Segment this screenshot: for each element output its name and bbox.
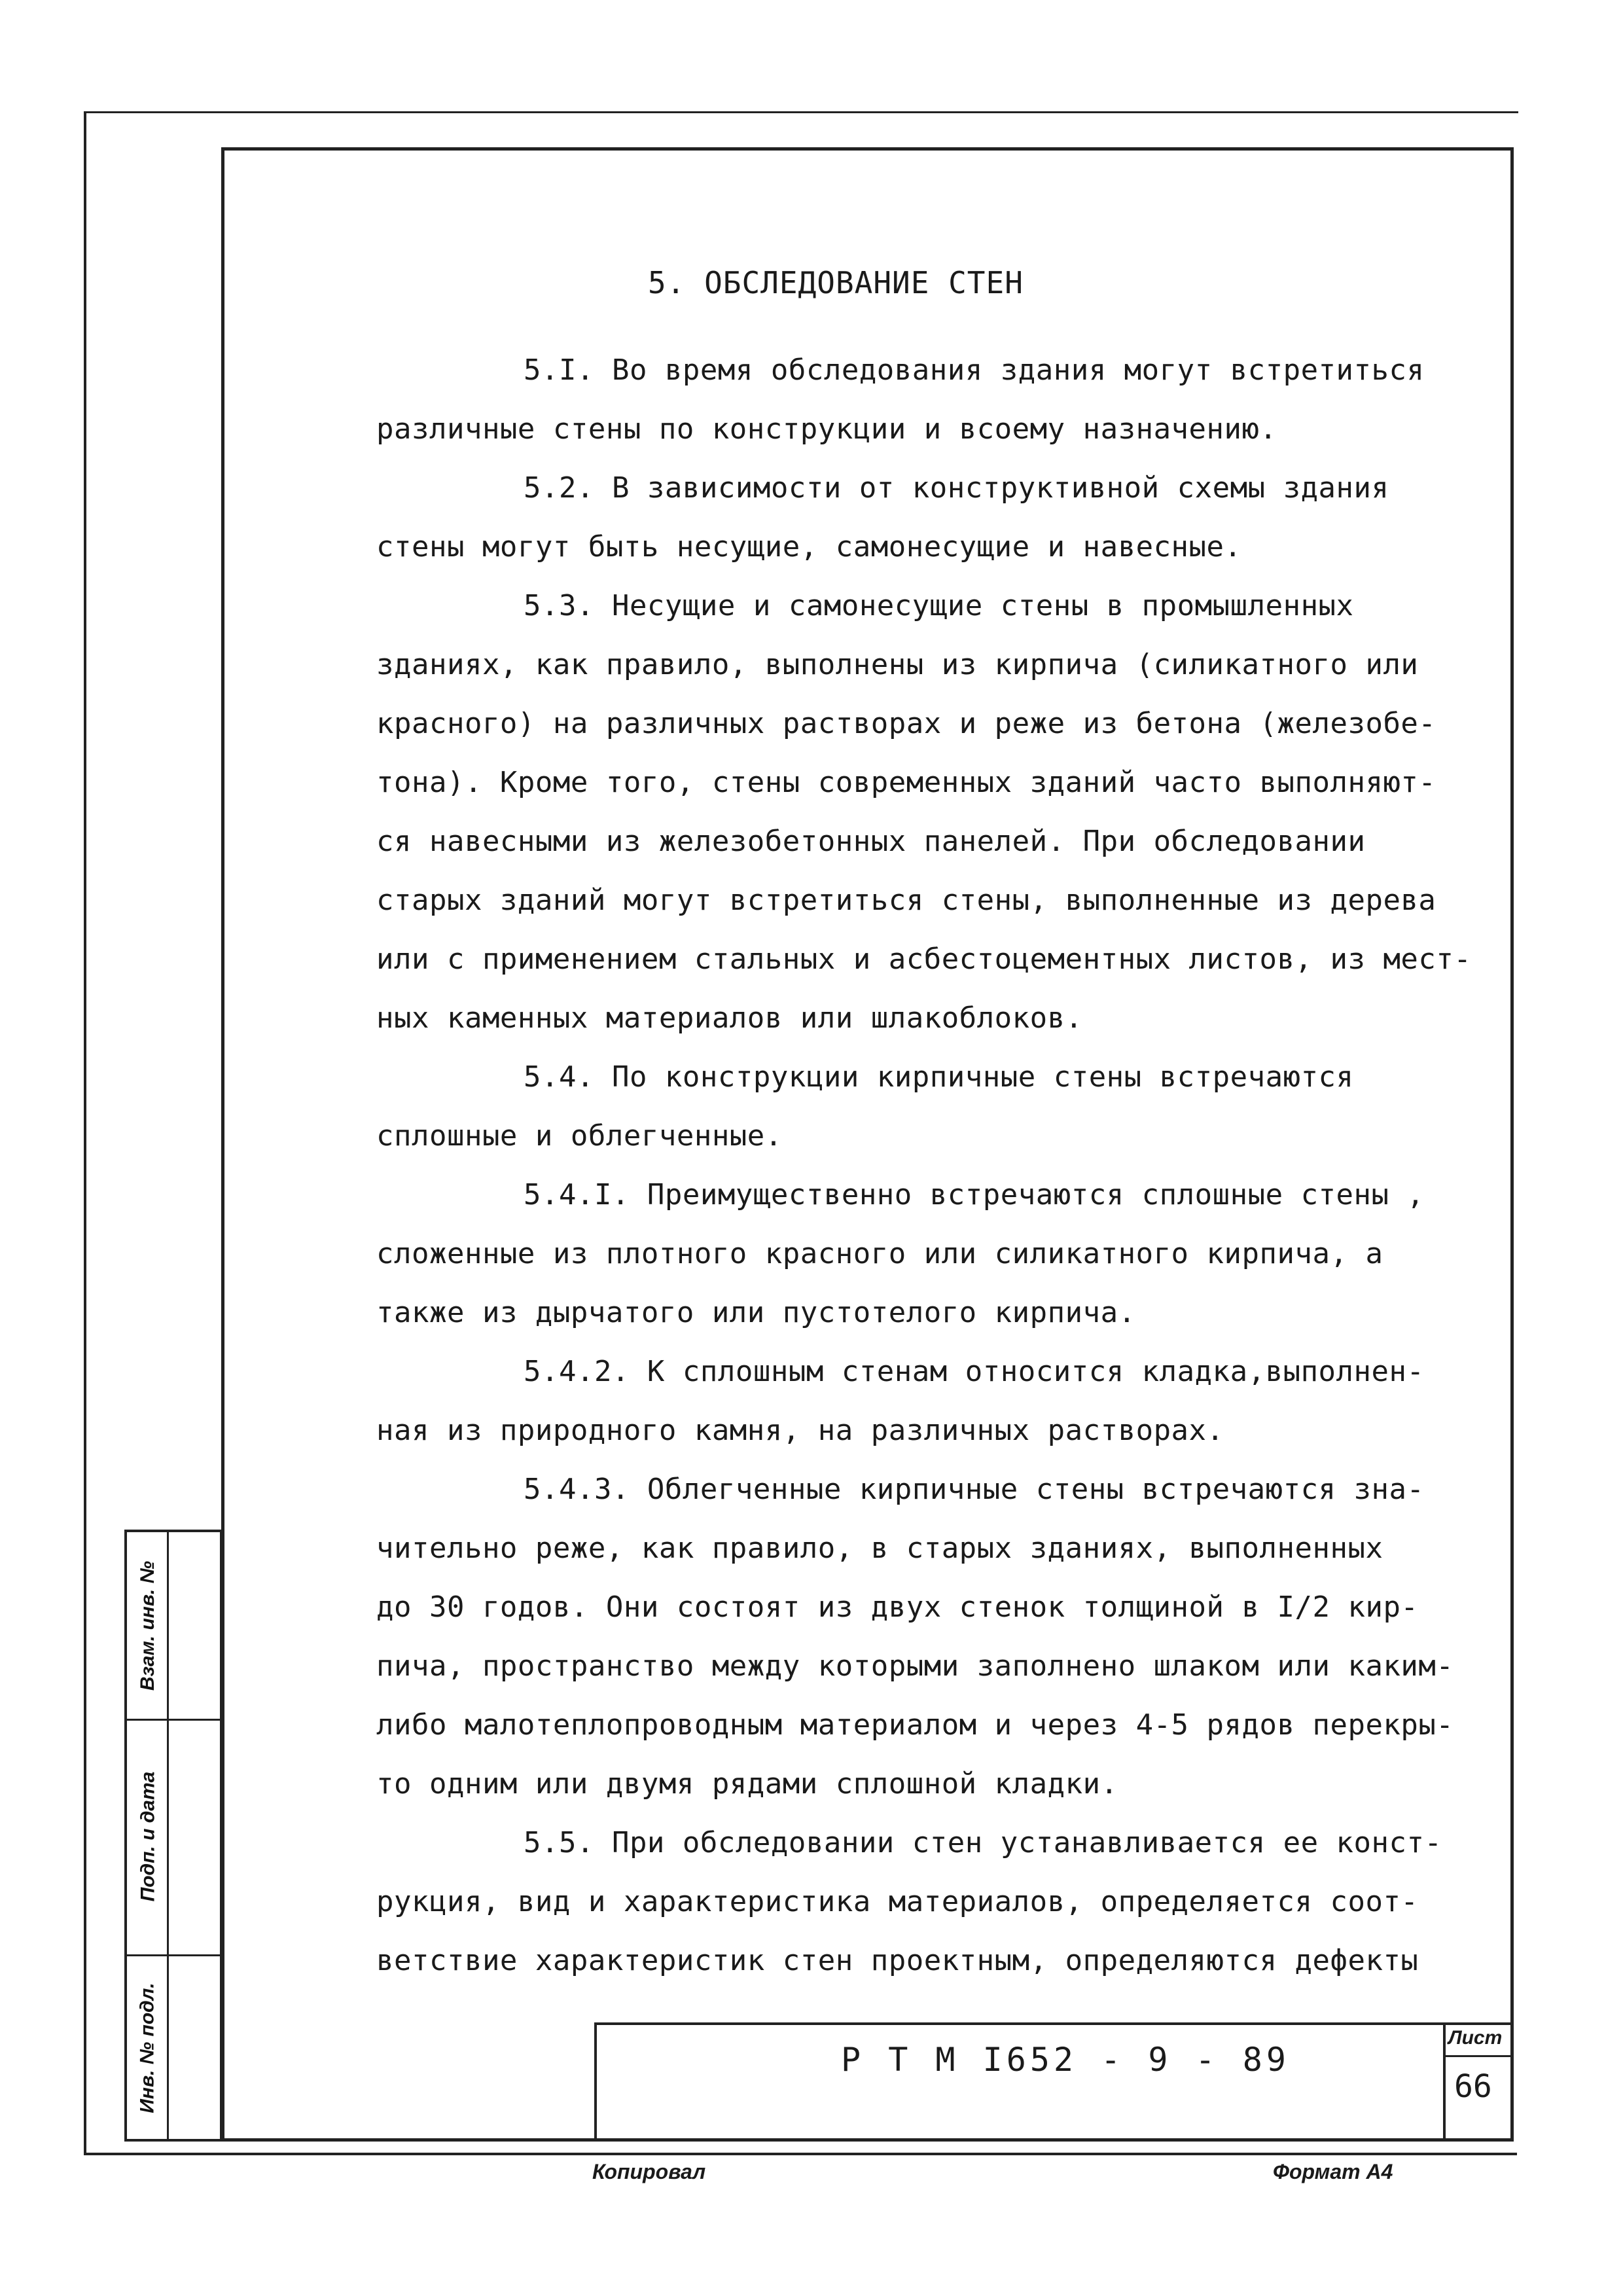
section-heading: 5. ОБСЛЕДОВАНИЕ СТЕН [648, 265, 1024, 300]
text-line: либо малотеплопроводным материалом и через 4-5 рядов перекры- [376, 1708, 1454, 1742]
document-code: Р Т М I652 - 9 - 89 [841, 2041, 1290, 2079]
text-line: стены могут быть несущие, самонесущие и навесные. [376, 530, 1242, 564]
text-line: сплошные и облегченные. [376, 1119, 783, 1153]
text-line: или с применением стальных и асбестоцементных листов, из мест- [376, 942, 1472, 976]
text-line: то одним или двумя рядами сплошной кладки. [376, 1767, 1118, 1801]
text-line: различные стены по конструкции и всоему назначению. [376, 412, 1277, 446]
text-line: ся навесными из железобетонных панелей. При обследовании [376, 825, 1366, 858]
text-line: красного) на различных растворах и реже из бетона (железобе- [376, 707, 1436, 740]
footer-format: Формат А4 [1273, 2160, 1393, 2183]
text-line: 5.5. При обследовании стен устанавливается ее конст- [524, 1826, 1442, 1859]
text-line: тона). Кроме того, стены современных зданий часто выполняют- [376, 766, 1436, 799]
sheet-box-divider [1446, 2055, 1514, 2057]
side-label-sign-date-text: Подп. и дата [137, 1771, 159, 1902]
side-label-inv-orig-text: Инв. № подл. [137, 1982, 158, 2113]
side-label-replace-inv-text: Взам. инв. № [137, 1560, 159, 1691]
text-line: пича, пространство между которыми заполнено шлаком или каким- [376, 1649, 1454, 1683]
text-line: также из дырчатого или пустотелого кирпича. [376, 1296, 1136, 1329]
text-line: 5.2. В зависимости от конструктивной схемы здания [524, 471, 1389, 505]
text-line: старых зданий могут встретиться стены, выполненные из дерева [376, 884, 1436, 917]
text-line: 5.4.2. К сплошным стенам относится кладка,выполнен- [524, 1355, 1425, 1388]
text-line: ных каменных материалов или шлакоблоков. [376, 1001, 1083, 1035]
text-line: 5.I. Во время обследования здания могут встретиться [524, 353, 1425, 387]
side-label-sign-date [131, 1719, 165, 1954]
sheet-label: Лист [1448, 2027, 1503, 2049]
text-line: до 30 годов. Они состоят из двух стенок толщиной в I/2 кир- [376, 1590, 1419, 1624]
side-label-replace-inv [131, 1532, 165, 1719]
text-line: зданиях, как правило, выполнены из кирпича (силикатного или [376, 648, 1419, 681]
side-stamp-strip [124, 1530, 223, 2142]
text-line: ная из природного камня, на различных растворах. [376, 1414, 1224, 1447]
side-label-inv-orig [131, 1954, 165, 2141]
text-line: 5.4.3. Облегченные кирпичные стены встречаются зна- [524, 1473, 1425, 1506]
text-line: 5.4.I. Преимущественно встречаются сплошные стены , [524, 1178, 1425, 1211]
sheet-number: 66 [1454, 2068, 1492, 2105]
text-line: 5.4. По конструкции кирпичные стены встречаются [524, 1060, 1354, 1094]
text-line: чительно реже, как правило, в старых зданиях, выполненных [376, 1532, 1383, 1565]
text-line: рукция, вид и характеристика материалов, определяется соот- [376, 1885, 1419, 1918]
footer-copied: Копировал [592, 2160, 706, 2183]
text-line: сложенные из плотного красного или силикатного кирпича, а [376, 1237, 1383, 1270]
text-line: ветствие характеристик стен проектным, определяются дефекты [376, 1944, 1419, 1977]
text-line: 5.3. Несущие и самонесущие стены в промышленных [524, 589, 1354, 622]
